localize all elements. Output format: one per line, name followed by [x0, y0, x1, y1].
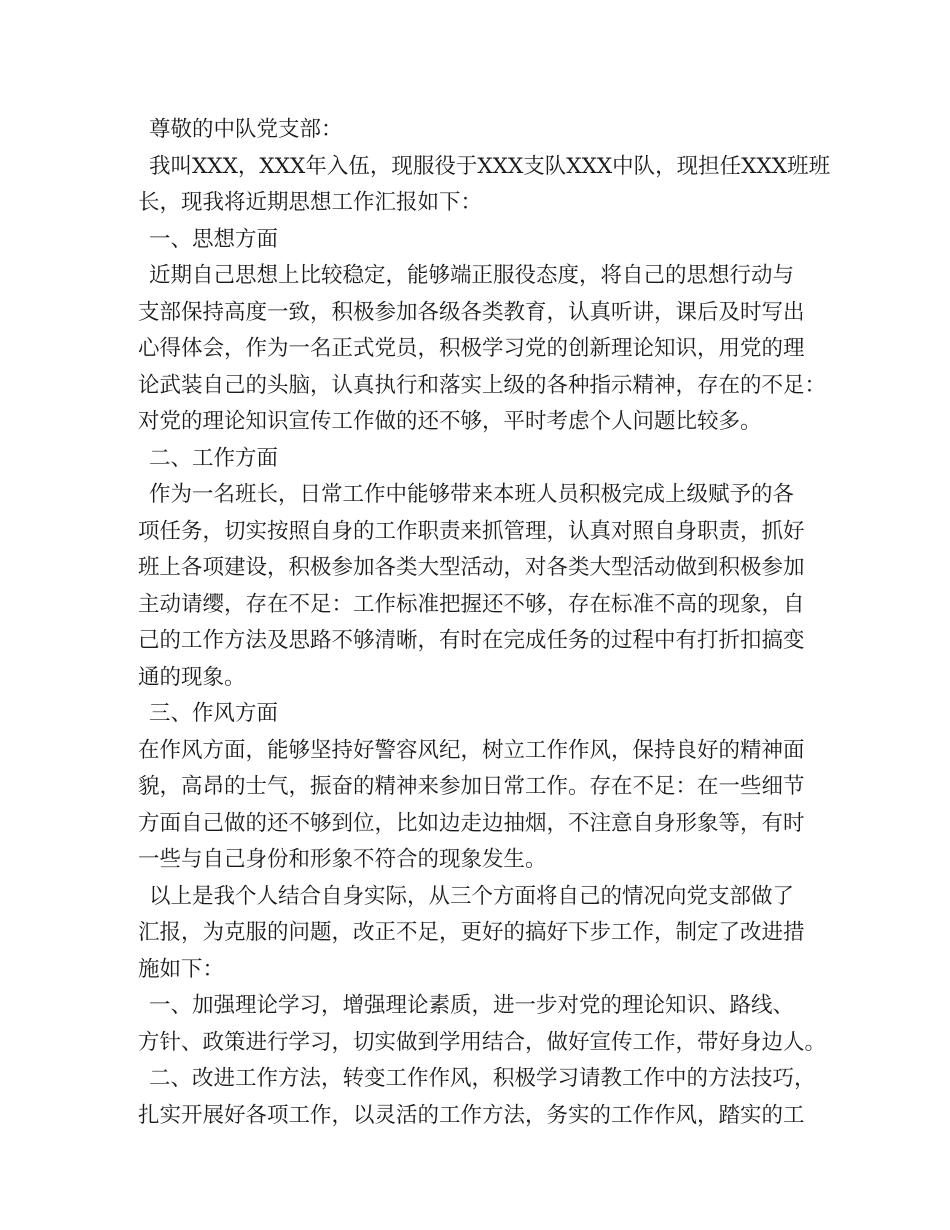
paragraph-line: 班上各项建设，积极参加各类大型活动，对各类大型活动做到积极参加	[138, 555, 805, 580]
paragraph-line: 扎实开展好各项工作，以灵活的工作方法，务实的工作作风，踏实的工	[138, 1102, 805, 1128]
paragraph-line: 作为一名班长，日常工作中能够带来本班人员积极完成上级赋予的各	[149, 482, 795, 507]
paragraph-line: 近期自己思想上比较稳定，能够端正服役态度，将自己的思想行动与	[149, 263, 795, 288]
salutation: 尊敬的中队党支部：	[149, 117, 343, 142]
paragraph-line: 项任务，切实按照自身的工作职责来抓管理，认真对照自身职责，抓好	[138, 518, 805, 544]
section-heading-style: 三、作风方面	[149, 701, 279, 726]
paragraph-line: 支部保持高度一致，积极参加各级各类教育，认真听讲，课后及时写出	[138, 299, 805, 325]
paragraph-line: 我叫XXX，XXX年入伍，现服役于XXX支队XXX中队，现担任XXX班班	[149, 153, 831, 179]
paragraph-line: 一些与自己身份和形象不符合的现象发生。	[138, 847, 547, 872]
paragraph-line: 己的工作方法及思路不够清晰，有时在完成任务的过程中有打折扣搞变	[138, 628, 805, 653]
paragraph-line: 方面自己做的还不够到位，比如边走边抽烟，不注意自身形象等，有时	[138, 810, 805, 836]
document-body	[138, 112, 831, 1134]
section-heading-thought: 一、思想方面	[149, 226, 279, 252]
paragraph-line: 汇报，为克服的问题，改正不足，更好的搞好下步工作，制定了改进措	[138, 920, 805, 945]
measure-item-1: 一、加强理论学习，增强理论素质，进一步对党的理论知识、路线、	[149, 993, 795, 1018]
paragraph-line: 主动请缨，存在不足：工作标准把握还不够，存在标准不高的现象，自	[138, 591, 805, 617]
paragraph-line: 长，现我将近期思想工作汇报如下：	[138, 190, 483, 215]
paragraph-line: 论武装自己的头脑，认真执行和落实上级的各种指示精神，存在的不足：	[138, 372, 827, 398]
measure-item-2: 二、改进工作方法，转变工作作风，积极学习请教工作中的方法技巧，	[149, 1066, 816, 1091]
paragraph-line: 貌，高昂的士气，振奋的精神来参加日常工作。存在不足：在一些细节	[138, 774, 805, 799]
paragraph-line: 在作风方面，能够坚持好警容风纪，树立工作作风，保持良好的精神面	[138, 737, 805, 763]
paragraph-line: 施如下：	[138, 956, 225, 982]
paragraph-line: 心得体会，作为一名正式党员，积极学习党的创新理论知识，用党的理	[138, 336, 805, 361]
paragraph-line: 以上是我个人结合自身实际，从三个方面将自己的情况向党支部做了	[149, 883, 795, 909]
paragraph-line: 通的现象。	[138, 664, 246, 690]
paragraph-line: 方针、政策进行学习，切实做到学用结合，做好宣传工作，带好身边人。	[138, 1029, 827, 1055]
section-heading-work: 二、工作方面	[149, 445, 279, 471]
paragraph-line: 对党的理论知识宣传工作做的还不够，平时考虑个人问题比较多。	[138, 409, 762, 434]
